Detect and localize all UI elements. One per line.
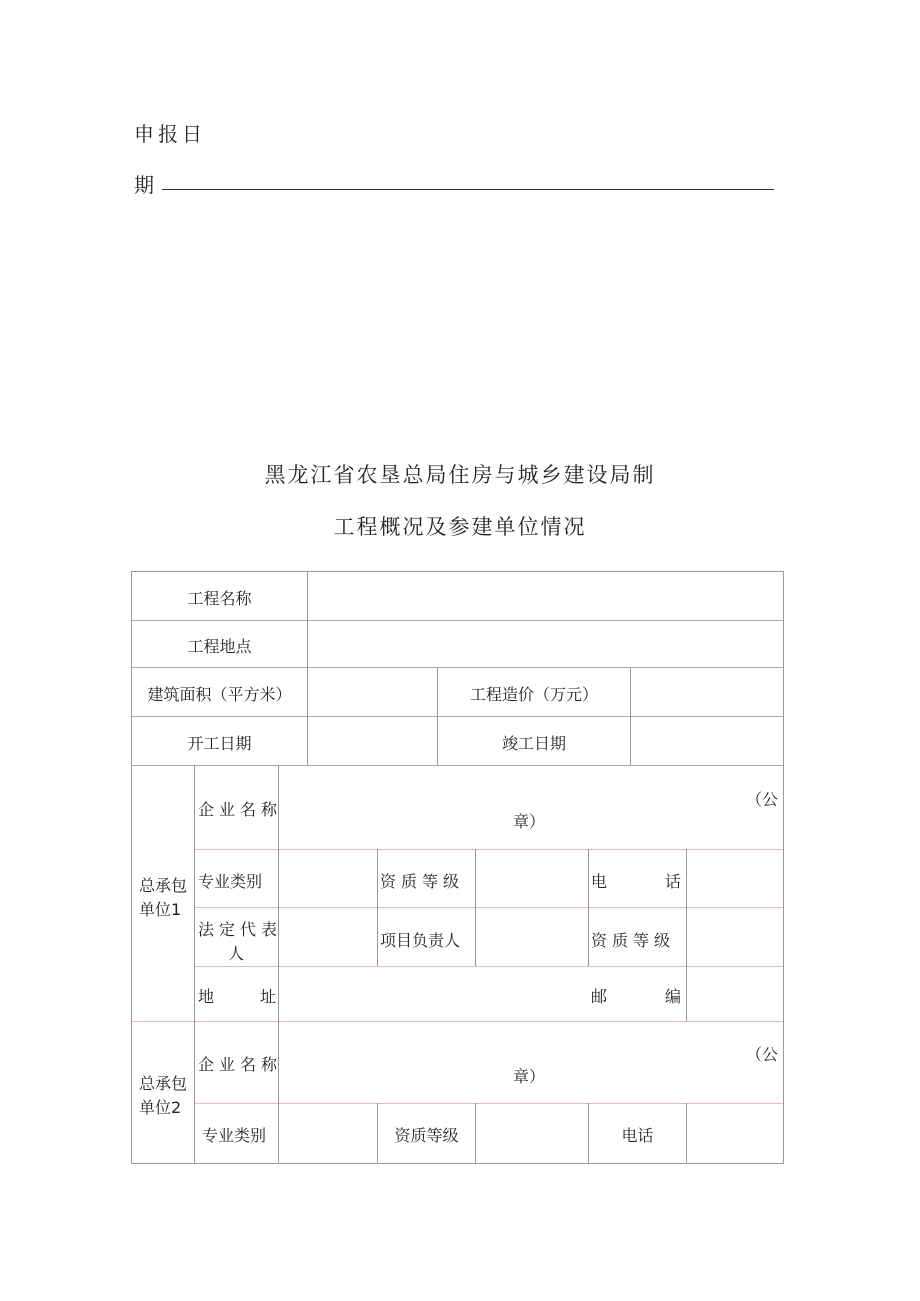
declaration-date-label-line1: 申报日 — [134, 122, 206, 146]
building-area-label: 建筑面积（平方米） — [147, 685, 292, 704]
contractor2-qualification-label: 资质等级 — [394, 1126, 459, 1145]
contractor2-qualification-field[interactable] — [476, 1104, 587, 1162]
contractor1-qualification-field[interactable] — [476, 850, 587, 906]
contractor1-label-line2: 单位1 — [139, 900, 182, 919]
form-title: 工程概况及参建单位情况 — [333, 515, 587, 539]
declaration-date-label-line2: 期 — [134, 173, 158, 197]
completion-date-label: 竣工日期 — [501, 734, 566, 753]
declaration-date-field[interactable] — [162, 189, 774, 190]
project-name-label: 工程名称 — [187, 589, 252, 608]
completion-date-field[interactable] — [631, 717, 782, 764]
contractor1-phone-label: 电话 — [591, 872, 740, 891]
project-cost-label: 工程造价（万元） — [469, 685, 598, 704]
contractor1-company-name-field[interactable] — [279, 767, 782, 848]
contractor1-project-manager-field[interactable] — [476, 908, 587, 965]
contractor1-qualification-label-2: 资质等级 — [591, 931, 676, 950]
contractor1-address-label: 地址 — [198, 987, 323, 1006]
contractor1-seal-part2: 章） — [513, 812, 546, 831]
contractor2-label-line2: 单位2 — [139, 1098, 182, 1117]
contractor1-company-name-label: 企业名称 — [198, 800, 283, 819]
start-date-field[interactable] — [308, 717, 436, 764]
contractor2-phone-field[interactable] — [687, 1104, 782, 1162]
contractor1-legal-rep-line2: 人 — [228, 944, 245, 963]
contractor2-phone-label: 电话 — [621, 1126, 654, 1145]
project-location-field[interactable] — [308, 621, 782, 666]
contractor1-seal-part1: （公 — [746, 790, 779, 809]
col-divider — [377, 849, 378, 966]
contractor1-specialty-label: 专业类别 — [198, 872, 263, 891]
contractor1-qualification-label: 资质等级 — [380, 872, 465, 891]
contractor1-qualification-field-2[interactable] — [687, 908, 782, 965]
contractor1-specialty-field[interactable] — [279, 850, 376, 906]
contractor1-project-manager-label: 项目负责人 — [380, 931, 461, 950]
contractor2-company-name-field[interactable] — [279, 1022, 782, 1102]
contractor1-phone-field[interactable] — [687, 850, 782, 906]
start-date-label: 开工日期 — [187, 734, 252, 753]
contractor1-postcode-field[interactable] — [687, 967, 782, 1020]
contractor2-company-name-label: 企业名称 — [198, 1055, 283, 1074]
contractor2-seal-part1: （公 — [746, 1045, 779, 1064]
project-name-field[interactable] — [308, 573, 782, 619]
contractor1-postcode-label: 邮编 — [591, 987, 740, 1006]
contractor2-seal-part2: 章） — [513, 1067, 546, 1086]
contractor2-specialty-label: 专业类别 — [202, 1126, 267, 1145]
col-divider — [194, 766, 195, 1163]
building-area-field[interactable] — [308, 668, 436, 715]
contractor1-legal-rep-line1: 法定代表 — [198, 920, 283, 939]
row-divider — [132, 765, 783, 766]
project-location-label: 工程地点 — [187, 637, 252, 656]
contractor2-label-line1: 总承包 — [139, 1074, 188, 1093]
contractor1-label-line1: 总承包 — [139, 876, 188, 895]
contractor1-legal-rep-field[interactable] — [279, 908, 376, 965]
contractor1-address-field[interactable] — [279, 967, 587, 1020]
contractor2-specialty-field[interactable] — [279, 1104, 376, 1162]
issuer-title: 黑龙江省农垦总局住房与城乡建设局制 — [264, 463, 656, 487]
project-cost-field[interactable] — [631, 668, 782, 715]
col-divider — [588, 849, 589, 966]
